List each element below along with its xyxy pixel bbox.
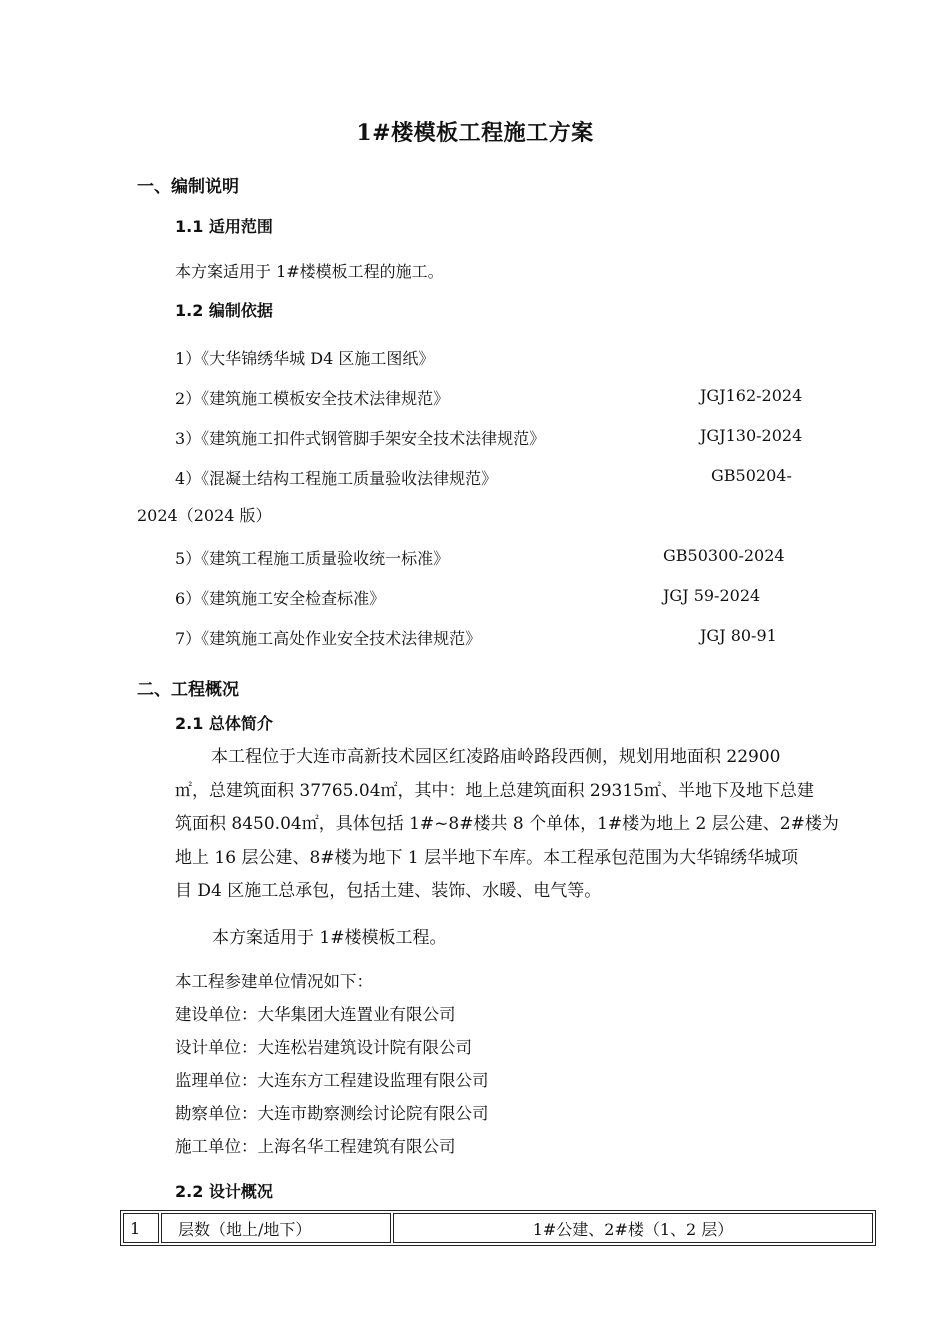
reference-item	[175, 466, 815, 488]
reference-code: JGJ 80-91	[700, 626, 777, 645]
reference-item	[175, 386, 815, 408]
reference-item	[175, 426, 815, 448]
party-item: 监理单位：大连东方工程建设监理有限公司	[175, 1071, 489, 1090]
section-heading-2: 二、工程概况	[137, 680, 239, 700]
overview-line: 目 D4 区施工总承包，包括土建、装饰、水暖、电气等。	[175, 881, 602, 902]
subsection-heading-1-1: 1.1 适用范围	[175, 217, 273, 236]
reference-title: 3）《建筑施工扣件式钢管脚手架安全技术法律规范》	[175, 429, 546, 448]
reference-title: 7）《建筑施工高处作业安全技术法律规范》	[175, 629, 482, 648]
reference-item	[175, 546, 815, 568]
overview-paragraph	[175, 741, 865, 909]
reference-title: 5）《建筑工程施工质量验收统一标准》	[175, 549, 450, 568]
reference-code: JGJ162-2024	[700, 386, 803, 405]
section-heading-1: 一、编制说明	[137, 177, 239, 197]
table-cell-item: 层数（地上/地下）	[161, 1213, 391, 1243]
design-overview-table	[120, 1210, 876, 1246]
page-title: 1#楼模板工程施工方案	[356, 120, 594, 146]
reference-code: JGJ130-2024	[700, 426, 803, 445]
parties-intro: 本工程参建单位情况如下：	[175, 972, 373, 991]
subsection-heading-2-1: 2.1 总体简介	[175, 714, 273, 733]
reference-title: 1）《大华锦绣华城 D4 区施工图纸》	[175, 349, 435, 368]
reference-title: 6）《建筑施工安全检查标准》	[175, 589, 386, 608]
table-row	[123, 1213, 873, 1243]
party-item: 设计单位：大连松岩建筑设计院有限公司	[175, 1038, 472, 1057]
reference-item	[175, 346, 815, 368]
party-item: 建设单位：大华集团大连置业有限公司	[175, 1005, 456, 1024]
reference-title: 2）《建筑施工模板安全技术法律规范》	[175, 389, 450, 408]
overview-line: 筑面积 8450.04㎡，具体包括 1#~8#楼共 8 个单体，1#楼为地上 2 层公建、2#楼为	[175, 814, 839, 835]
scope-text: 本方案适用于 1#楼模板工程的施工。	[175, 262, 444, 281]
subsection-heading-2-2: 2.2 设计概况	[175, 1182, 273, 1201]
reference-item	[175, 586, 815, 608]
reference-code: JGJ 59-2024	[663, 586, 761, 605]
reference-code: GB50300-2024	[663, 546, 785, 565]
reference-title: 4）《混凝土结构工程施工质量验收法律规范》	[175, 469, 498, 488]
reference-item	[175, 626, 815, 648]
reference-continuation: 2024（2024 版）	[137, 506, 272, 525]
table-cell-value: 1#公建、2#楼（1、2 层）	[393, 1213, 873, 1243]
overview-line: 本工程位于大连市高新技术园区红凌路庙岭路段西侧，规划用地面积 22900	[211, 747, 781, 767]
overview-line: ㎡，总建筑面积 37765.04㎡，其中：地上总建筑面积 29315㎡、半地下及地下总建	[175, 780, 815, 801]
parties-list	[175, 965, 489, 1163]
table-cell-no: 1	[123, 1213, 159, 1243]
subsection-heading-1-2: 1.2 编制依据	[175, 301, 273, 320]
party-item: 施工单位：上海名华工程建筑有限公司	[175, 1137, 456, 1156]
overview-line: 地上 16 层公建、8#楼为地下 1 层半地下车库。本工程承包范围为大华锦绣华城项	[175, 847, 799, 868]
reference-code: GB50204-	[711, 466, 792, 485]
party-item: 勘察单位：大连市勘察测绘讨论院有限公司	[175, 1104, 489, 1123]
scope-statement: 本方案适用于 1#楼模板工程。	[212, 928, 447, 948]
